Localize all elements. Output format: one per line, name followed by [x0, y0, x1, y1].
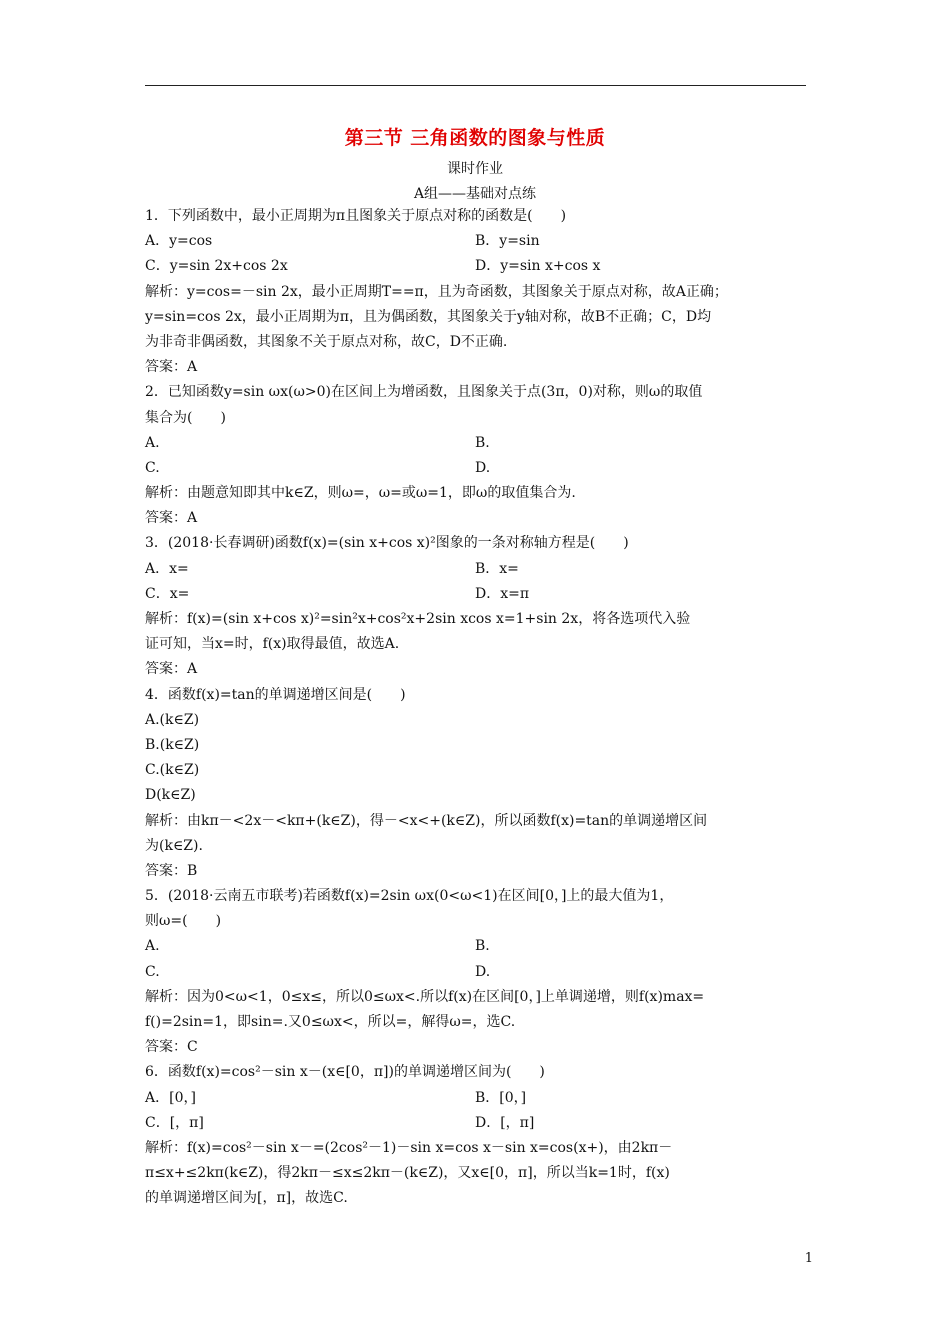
option-row [145, 229, 810, 254]
option-row [145, 254, 810, 279]
subtitle: 课时作业 [447, 161, 503, 177]
text-line: 6．函数f(x)=cos²－sin x－(x∈[0，π])的单调递增区间为( ) [145, 1064, 545, 1081]
text-line: 解析：y=cos=－sin 2x，最小正周期T==π，且为奇函数，其图象关于原点对称，故A正确； [145, 283, 728, 300]
option-row [145, 456, 810, 481]
option-row [145, 960, 810, 985]
text-line: 为非奇非偶函数，其图象不关于原点对称，故C，D不正确. [145, 333, 508, 350]
text-line: 5．(2018·云南五市联考)若函数f(x)=2sin ωx(0<ω<1)在区间[0，]上的最大值为1， [145, 888, 674, 905]
text-line: 答案：A [145, 510, 198, 527]
option-right: D．[，π] [475, 1114, 535, 1131]
option-left: A．[0，] [145, 1089, 196, 1106]
text-line: 解析：因为0<ω<1，0≤x≤，所以0≤ωx<.所以f(x)在区间[0，]上单调递增，则f(x)max= [145, 988, 705, 1005]
text-line: 证可知，当x=时，f(x)取得最值，故选A. [145, 636, 400, 653]
text-line: y=sin=cos 2x，最小正周期为π，且为偶函数，其图象关于y轴对称，故B不正确；C，D均 [145, 308, 712, 325]
option-right: B. [475, 434, 490, 451]
header-rule [145, 85, 806, 86]
group-heading: A组——基础对点练 [413, 186, 537, 202]
option-right: B. [475, 938, 490, 955]
text-line: D(k∈Z) [145, 787, 196, 804]
option-row [145, 431, 810, 456]
option-right: D．y=sin x+cos x [475, 258, 601, 275]
option-row [145, 582, 810, 607]
text-line: f()=2sin=1，即sin=.又0≤ωx<，所以=，解得ω=，选C. [145, 1014, 516, 1030]
text-line: 解析：由kπ－<2x－<kπ+(k∈Z)，得－<x<+(k∈Z)，所以函数f(x)=tan的单调递增区间 [145, 812, 708, 829]
option-left: A．y=cos [145, 233, 213, 250]
option-right: D. [475, 963, 491, 980]
text-line: 答案：A [145, 359, 198, 376]
text-line: C.(k∈Z) [145, 762, 200, 779]
option-left: C．y=sin 2x+cos 2x [145, 258, 288, 275]
option-left: A．x= [145, 560, 189, 577]
option-right: D．x=π [475, 585, 530, 602]
text-line: 4．函数f(x)=tan的单调递增区间是( ) [145, 686, 406, 703]
text-line: A.(k∈Z) [145, 711, 200, 728]
option-left: C. [145, 963, 160, 980]
option-row [145, 1111, 810, 1136]
option-left: C．[，π] [145, 1114, 204, 1131]
text-line: 答案：A [145, 661, 198, 678]
option-right: B．y=sin [475, 233, 540, 250]
option-right: D. [475, 459, 491, 476]
option-left: C．x= [145, 585, 190, 602]
text-line: 解析：f(x)=cos²－sin x－=(2cos²－1)－sin x=cos x－sin x=cos(x+)，由2kπ－ [145, 1139, 673, 1156]
text-line: 的单调递增区间为[，π]，故选C. [145, 1190, 348, 1207]
text-line: 解析：f(x)=(sin x+cos x)²=sin²x+cos²x+2sin xcos x=1+sin 2x，将各选项代入验 [145, 611, 691, 627]
text-line: 3．(2018·长春调研)函数f(x)=(sin x+cos x)²图象的一条对称轴方程是( ) [145, 535, 629, 552]
text-line: 答案：B [145, 862, 198, 879]
text-line: 集合为( ) [145, 409, 226, 426]
option-left: C. [145, 459, 160, 476]
option-right: B．x= [475, 560, 519, 577]
text-line: 为(k∈Z). [145, 837, 203, 854]
option-left: A. [145, 434, 160, 451]
exercise-body [145, 204, 810, 1212]
option-left: A. [145, 938, 160, 955]
option-right: B．[0，] [475, 1089, 527, 1106]
text-line: 1．下列函数中，最小正周期为π且图象关于原点对称的函数是( ) [145, 208, 567, 224]
page-number: 1 [804, 1251, 813, 1266]
text-line: 答案：C [145, 1039, 198, 1056]
text-line: 解析：由题意知即其中k∈Z，则ω=，ω=或ω=1，即ω的取值集合为. [145, 485, 576, 502]
option-row [145, 934, 810, 959]
option-row [145, 1086, 810, 1111]
text-line: π≤x+≤2kπ(k∈Z)，得2kπ－≤x≤2kπ－(k∈Z)，又x∈[0，π]，所以当k=1时，f(x) [145, 1165, 670, 1182]
section-title: 第三节 三角函数的图象与性质 [344, 127, 606, 149]
text-line: 则ω=( ) [145, 913, 222, 930]
text-line: B.(k∈Z) [145, 736, 200, 753]
option-row [145, 557, 810, 582]
text-line: 2．已知函数y=sin ωx(ω>0)在区间上为增函数，且图象关于点(3π，0)对称，则ω的取值 [145, 384, 703, 401]
